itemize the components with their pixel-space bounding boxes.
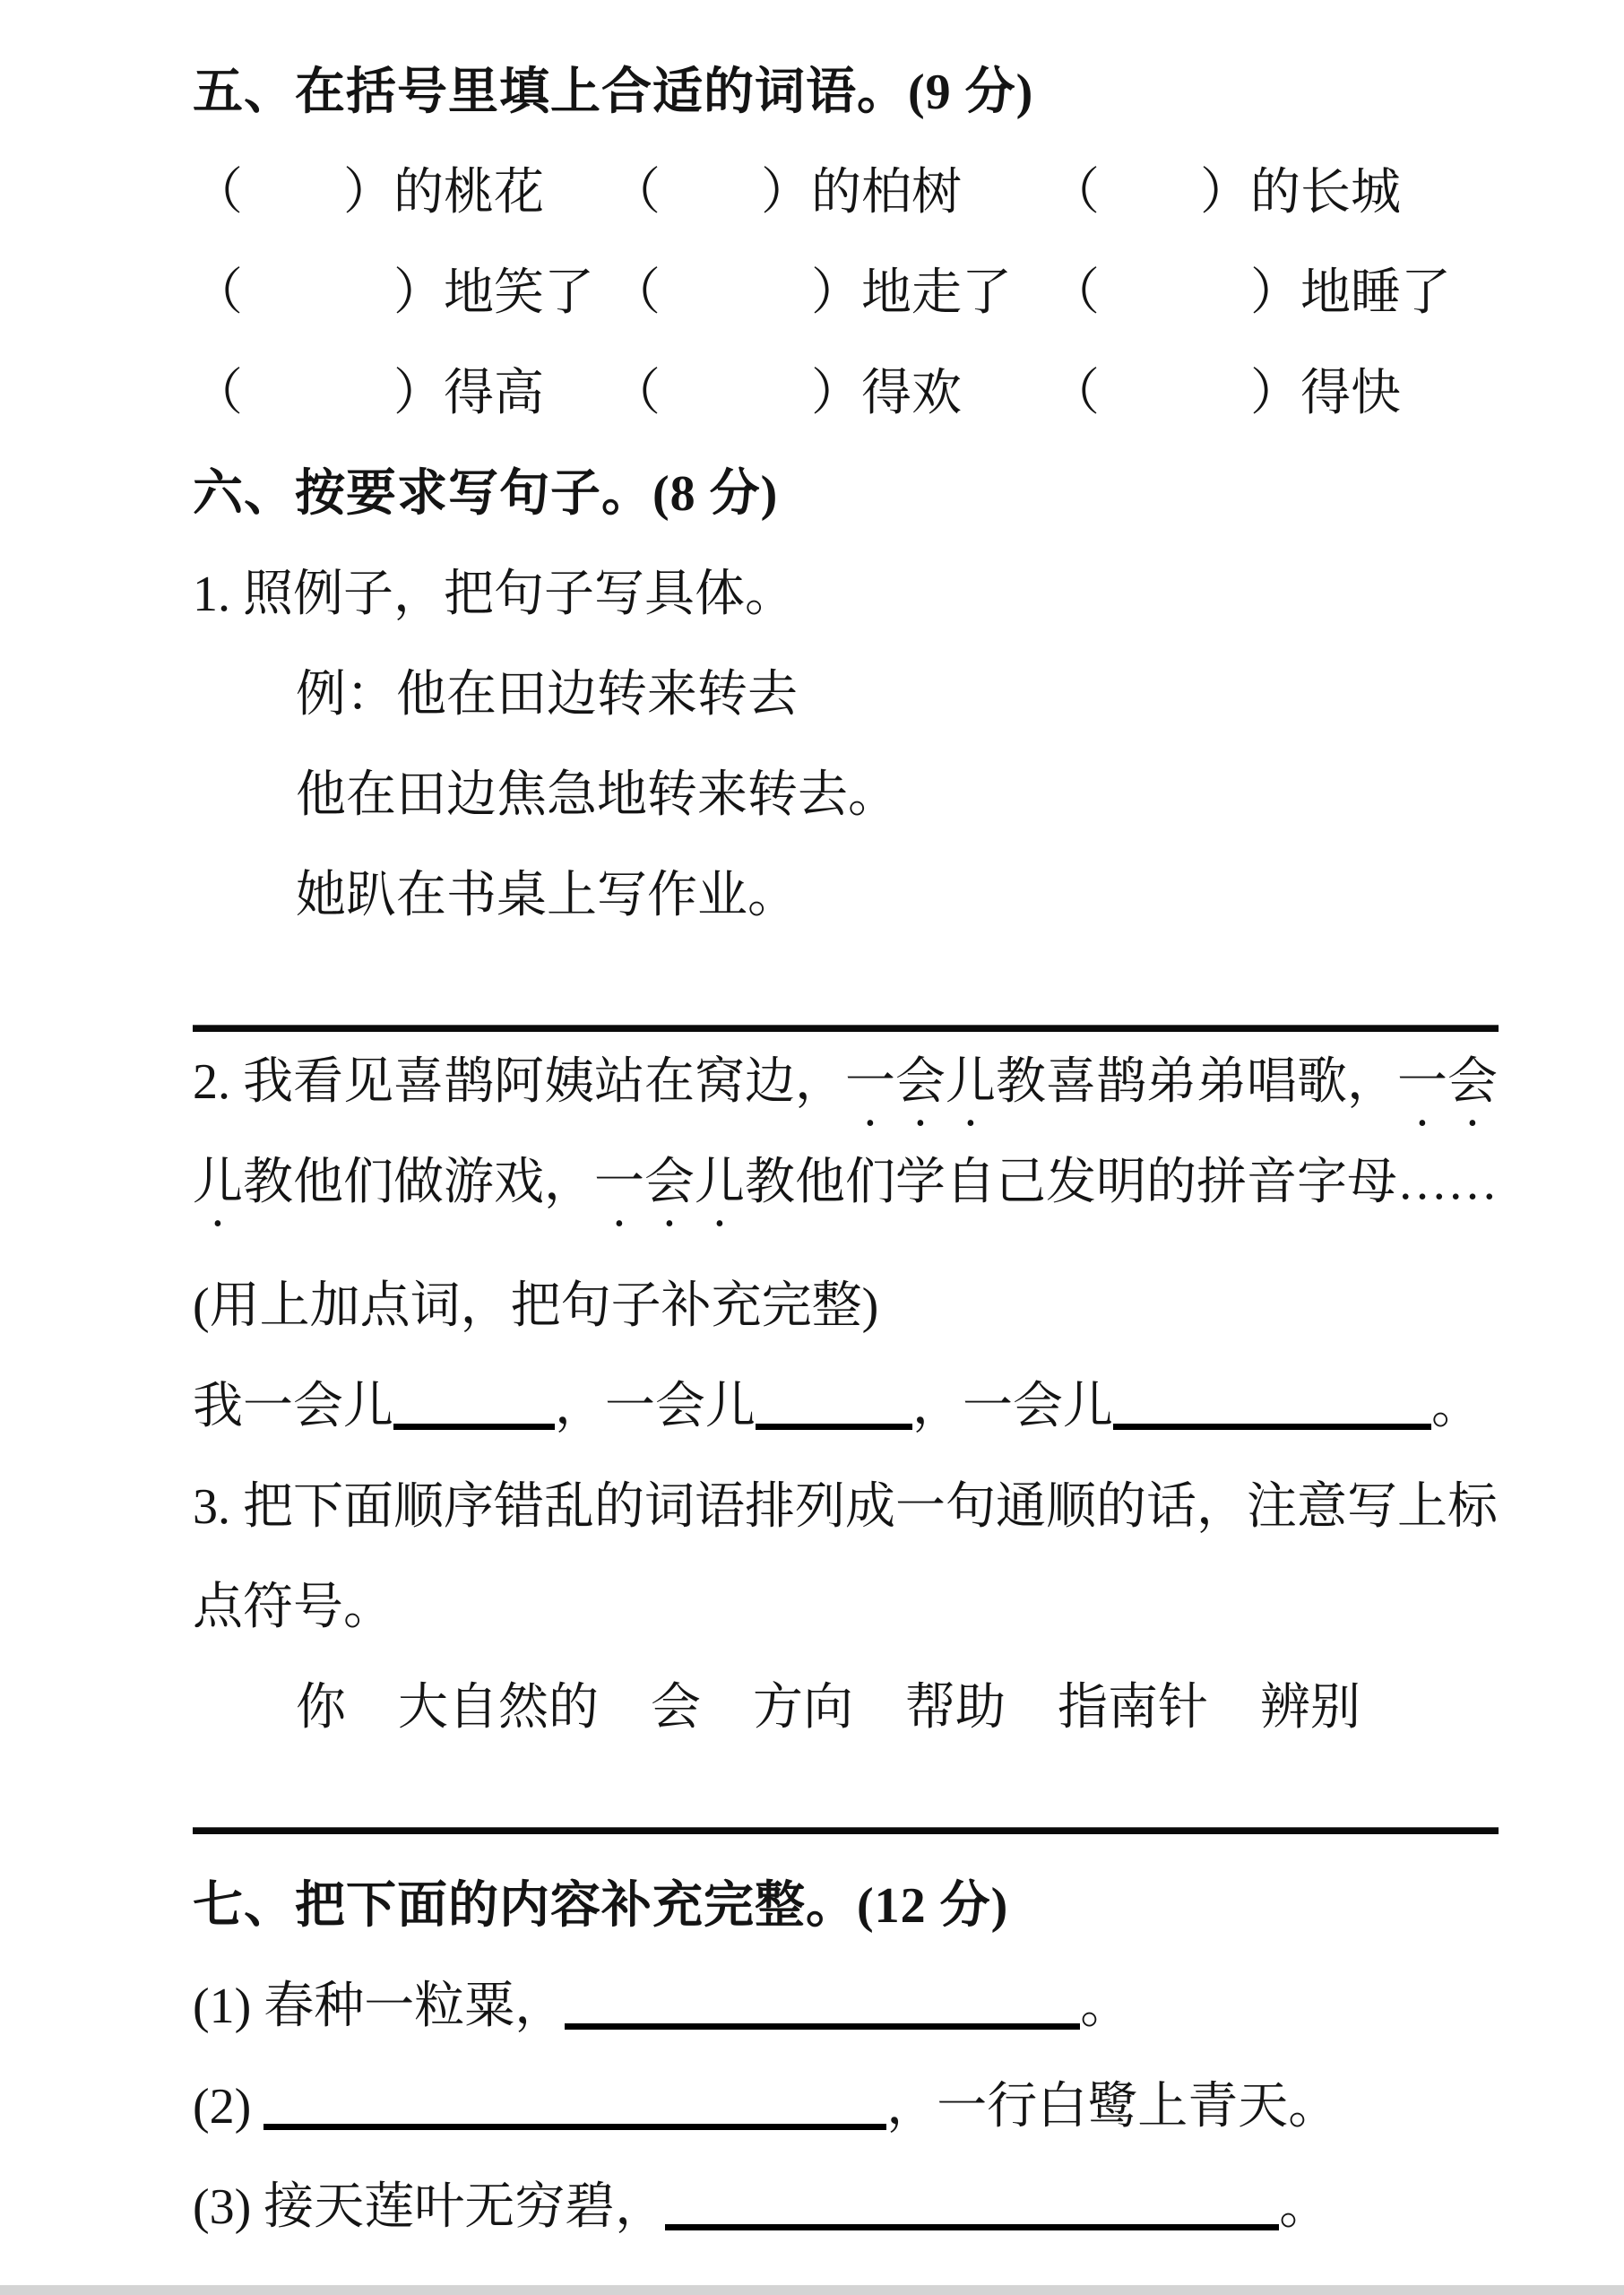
section6-title: 六、按要求写句子。(8 分) bbox=[193, 466, 779, 522]
worksheet-content bbox=[193, 0, 1499, 2257]
section7-title: 七、把下面的内容补充完整。(12 分) bbox=[193, 1878, 1009, 1934]
fill-blank-phrase: （ ）地走了 bbox=[610, 265, 1012, 321]
fill-blank-phrase: （ ）得高 bbox=[193, 366, 544, 421]
word-bank-item: 方向 bbox=[753, 1680, 853, 1736]
text-segment: 我一会儿 bbox=[193, 1379, 393, 1434]
q3-prompt-line2: 点符号。 bbox=[193, 1580, 393, 1635]
word-bank-item: 会 bbox=[651, 1680, 701, 1736]
q3-word-bank bbox=[193, 1658, 1499, 1758]
scan-bottom-edge bbox=[0, 2285, 1624, 2295]
section-divider bbox=[193, 1025, 1499, 1032]
text-segment: 。 bbox=[1431, 1379, 1481, 1434]
emphasized-word: 一会儿 bbox=[845, 1054, 996, 1110]
text-segment: (1) 春种一粒粟， bbox=[193, 1979, 566, 2034]
answer-blank bbox=[565, 2022, 1080, 2030]
answer-blank bbox=[665, 2223, 1279, 2230]
word-bank-item: 辨别 bbox=[1260, 1680, 1361, 1736]
q2-sentence-line1 bbox=[193, 1032, 1499, 1132]
word-bank-item: 大自然的 bbox=[398, 1680, 599, 1736]
q1-prompt: 1. 照例子，把句子写具体。 bbox=[193, 567, 795, 622]
text-segment: 教喜鹊弟弟唱歌， bbox=[996, 1054, 1397, 1110]
text-segment: ，一行白鹭上青天。 bbox=[886, 2079, 1339, 2135]
fill-blank-phrase: （ ）得快 bbox=[1050, 366, 1401, 421]
text-segment: ，一会儿 bbox=[912, 1379, 1113, 1434]
section-divider bbox=[193, 1827, 1499, 1834]
emphasized-word: 一会 bbox=[1397, 1054, 1498, 1110]
answer-blank bbox=[1113, 1423, 1431, 1430]
text-segment: 教他们学自己发明的拼音字母…… bbox=[745, 1155, 1498, 1210]
q3-prompt-line1: 3. 把下面顺序错乱的词语排列成一句通顺的话，注意写上标 bbox=[193, 1479, 1498, 1535]
q1-example: 例：他在田边转来转去 bbox=[296, 667, 798, 723]
text-segment: 。 bbox=[1279, 2179, 1330, 2235]
fill-blank-phrase: （ ）的柏树 bbox=[610, 165, 962, 221]
word-bank-item: 指南针 bbox=[1058, 1680, 1208, 1736]
q7-item-1 bbox=[193, 1956, 1499, 2057]
text-segment: (2) bbox=[193, 2079, 264, 2135]
answer-blank bbox=[756, 1423, 912, 1430]
fill-blank-phrase: （ ）地睡了 bbox=[1050, 265, 1451, 321]
section5-title: 五、在括号里填上合适的词语。(9 分) bbox=[193, 65, 1034, 120]
fill-blank-phrase: （ ）得欢 bbox=[610, 366, 962, 421]
emphasized-word: 一会儿 bbox=[594, 1155, 745, 1210]
text-segment: 。 bbox=[1080, 1979, 1131, 2034]
q1-sentence: 她趴在书桌上写作业。 bbox=[296, 868, 798, 923]
answer-blank bbox=[263, 2123, 886, 2130]
text-segment: (3) 接天莲叶无穷碧， bbox=[193, 2179, 666, 2235]
section5-row-3 bbox=[193, 343, 1499, 444]
q2-note: (用上加点词，把句子补充完整) bbox=[193, 1278, 879, 1334]
section5-row-2 bbox=[193, 243, 1499, 343]
text-segment: 教他们做游戏， bbox=[243, 1155, 594, 1210]
text-segment: ，一会儿 bbox=[555, 1379, 756, 1434]
text-segment: 2. 我看见喜鹊阿姨站在窝边， bbox=[193, 1054, 845, 1110]
q1-example-expanded: 他在田边焦急地转来转去。 bbox=[296, 767, 898, 823]
emphasized-word: 儿 bbox=[193, 1155, 243, 1210]
section5-row-1 bbox=[193, 143, 1499, 243]
q7-item-3 bbox=[193, 2157, 1499, 2257]
q2-sentence-line2 bbox=[193, 1132, 1499, 1233]
word-bank-item: 你 bbox=[296, 1680, 346, 1736]
q2-answer-line bbox=[193, 1356, 1499, 1457]
fill-blank-phrase: （ ）地笑了 bbox=[193, 265, 594, 321]
fill-blank-phrase: （ ）的长城 bbox=[1050, 165, 1401, 221]
answer-blank bbox=[393, 1423, 555, 1430]
fill-blank-phrase: （ ）的桃花 bbox=[193, 165, 544, 221]
word-bank-item: 帮助 bbox=[905, 1680, 1006, 1736]
q7-item-2 bbox=[193, 2057, 1499, 2157]
